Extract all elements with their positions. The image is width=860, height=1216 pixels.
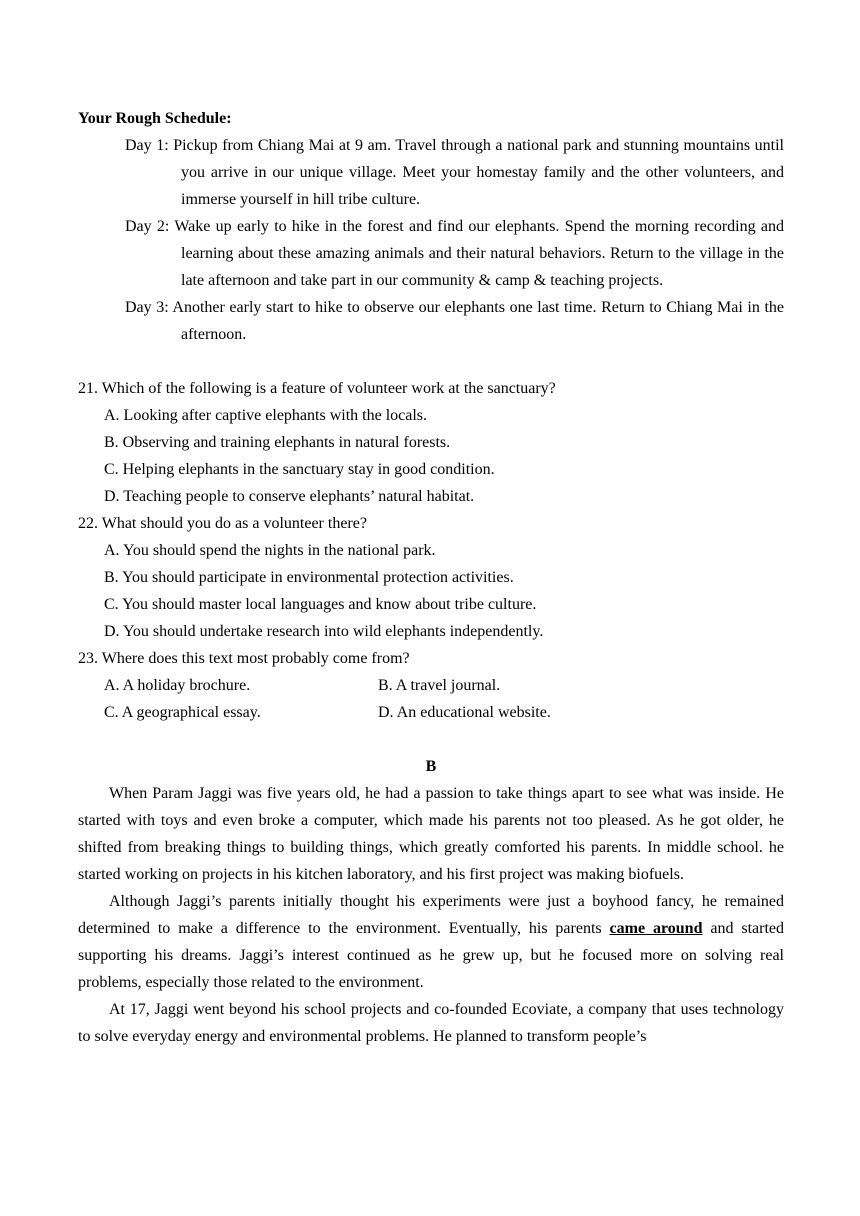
schedule-day-3: Day 3: Another early start to hike to observe our elephants one last time. Return to Chiang Mai in the afternoon. — [125, 299, 784, 343]
option-c: C. A geographical essay. — [104, 704, 261, 721]
question-23 — [78, 645, 784, 726]
paragraph-text: Although Jaggi’s parents initially thought his experiments were just a boyhood fancy, he remained determined to make a difference to the environment. Eventually, his parents — [78, 893, 784, 937]
question-21 — [78, 375, 784, 510]
schedule-day-2: Day 2: Wake up early to hike in the forest and find our elephants. Spend the morning recording and learning about these amazing animals and their natural behaviors. Return to the village in the late afternoon and take part in our community & camp & teaching projects. — [125, 218, 784, 289]
option-d: D. An educational website. — [378, 704, 551, 721]
option-c: C. Helping elephants in the sanctuary stay in good condition. — [104, 461, 495, 478]
passage-paragraph-3: At 17, Jaggi went beyond his school projects and co-founded Ecoviate, a company that uses technology to solve everyday energy and environmental problems. He planned to transform people’s — [78, 1001, 784, 1045]
document-page — [78, 105, 784, 1050]
underlined-phrase: came around — [609, 920, 703, 937]
paragraph-text: and started supporting his dreams. Jaggi’s interest continued as he grew up, but he focused more on solving real problems, especially those related to the environment. — [78, 920, 785, 991]
schedule-list — [78, 132, 784, 348]
passage-paragraph-2 — [78, 888, 784, 996]
option-a: A. Looking after captive elephants with the locals. — [104, 407, 428, 424]
schedule-heading: Your Rough Schedule: — [78, 110, 232, 127]
question-22 — [78, 510, 784, 645]
question-stem: 21. Which of the following is a feature of volunteer work at the sanctuary? — [78, 380, 556, 397]
passage-paragraph-1: When Param Jaggi was five years old, he had a passion to take things apart to see what was inside. He started with toys and even broke a computer, which made his parents not too pleased. As he got older, he shifted from breaking things to building things, which greatly comforted his parents. In middle school. he started working on projects in his kitchen laboratory, and his first project was making biofuels. — [78, 785, 784, 883]
option-b: B. You should participate in environmental protection activities. — [104, 569, 514, 586]
option-a: A. A holiday brochure. — [104, 677, 251, 694]
option-d: D. Teaching people to conserve elephants’ natural habitat. — [104, 488, 475, 505]
section-b-label: B — [425, 758, 437, 775]
option-row — [104, 672, 784, 699]
spacer — [78, 726, 784, 753]
option-d: D. You should undertake research into wild elephants independently. — [104, 623, 544, 640]
question-stem: 23. Where does this text most probably come from? — [78, 650, 410, 667]
schedule-day-1: Day 1: Pickup from Chiang Mai at 9 am. Travel through a national park and stunning mountains until you arrive in our unique village. Meet your homestay family and the other volunteers, and immerse yourself in hill tribe culture. — [125, 137, 784, 208]
option-a: A. You should spend the nights in the national park. — [104, 542, 436, 559]
spacer — [78, 348, 784, 375]
option-b: B. A travel journal. — [378, 677, 501, 694]
option-b: B. Observing and training elephants in natural forests. — [104, 434, 451, 451]
option-c: C. You should master local languages and know about tribe culture. — [104, 596, 537, 613]
option-row — [104, 699, 784, 726]
question-stem: 22. What should you do as a volunteer there? — [78, 515, 367, 532]
